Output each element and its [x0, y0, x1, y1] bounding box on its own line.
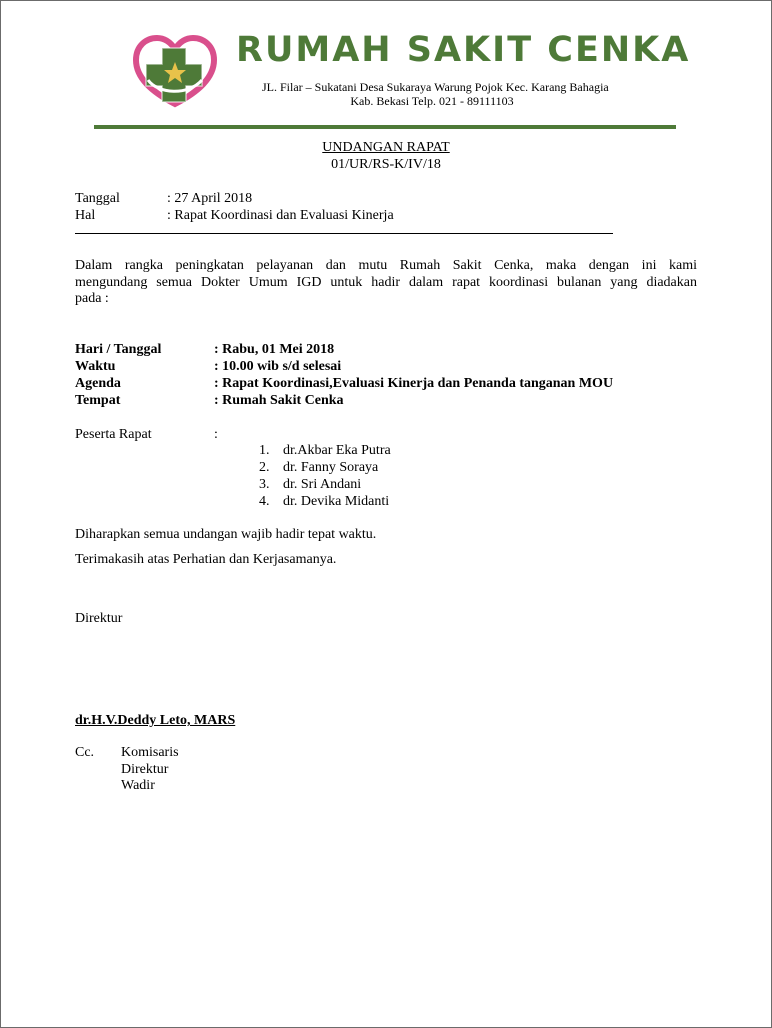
signer-name: dr.H.V.Deddy Leto, MARS: [75, 713, 236, 728]
detail-label-day: Hari / Tanggal: [75, 342, 162, 357]
letterhead-divider: [94, 125, 676, 129]
participant-name: dr. Devika Midanti: [283, 494, 390, 509]
cc-recipient: Direktur: [121, 762, 169, 777]
participant-number: 2.: [259, 460, 270, 475]
date-label: Tanggal: [75, 191, 120, 206]
subject-value: : Rapat Koordinasi dan Evaluasi Kinerja: [167, 208, 394, 223]
subject-label: Hal: [75, 208, 96, 223]
participant-name: dr. Fanny Soraya: [283, 460, 379, 475]
intro-paragraph: [75, 258, 697, 308]
meta-divider: [75, 233, 613, 234]
document-title: UNDANGAN RAPAT: [322, 140, 450, 155]
address-line-2: Kab. Bekasi Telp. 021 - 89111103: [350, 94, 514, 108]
closing-attendance: Diharapkan semua undangan wajib hadir tepat waktu.: [75, 527, 377, 542]
intro-line: Dalam rangka peningkatan pelayanan dan mutu Rumah Sakit Cenka, maka dengan ini kami: [75, 258, 697, 273]
intro-line: mengundang semua Dokter Umum IGD untuk hadir dalam rapat koordinasi bulanan yang diadakan: [75, 274, 697, 290]
participant-number: 1.: [259, 443, 270, 458]
intro-line: pada :: [75, 291, 109, 306]
detail-label-place: Tempat: [75, 393, 121, 408]
detail-value-place: : Rumah Sakit Cenka: [214, 393, 344, 408]
detail-value-agenda: : Rapat Koordinasi,Evaluasi Kinerja dan Penanda tanganan MOU: [214, 376, 614, 391]
document-number: 01/UR/RS-K/IV/18: [331, 157, 441, 172]
participant-number: 4.: [259, 494, 270, 509]
cc-label: Cc.: [75, 745, 95, 760]
participant-number: 3.: [259, 477, 270, 492]
detail-label-agenda: Agenda: [75, 376, 121, 391]
signer-title: Direktur: [75, 611, 123, 626]
cc-recipient: Komisaris: [121, 745, 179, 760]
cc-recipient: Wadir: [121, 778, 155, 793]
detail-label-time: Waktu: [75, 359, 116, 374]
detail-value-day: : Rabu, 01 Mei 2018: [214, 342, 335, 357]
closing-thanks: Terimakasih atas Perhatian dan Kerjasamanya.: [75, 552, 337, 567]
participant-name: dr.Akbar Eka Putra: [283, 443, 391, 458]
participants-colon: :: [214, 427, 218, 442]
detail-value-time: : 10.00 wib s/d selesai: [214, 359, 342, 374]
hospital-name: RUMAH SAKIT CENKA: [236, 30, 691, 70]
participant-name: dr. Sri Andani: [283, 477, 362, 492]
date-value: : 27 April 2018: [167, 191, 253, 206]
hospital-cross-heart-icon: [132, 34, 218, 110]
address-line-1: JL. Filar – Sukatani Desa Sukaraya Warung Pojok Kec. Karang Bahagia: [262, 80, 609, 94]
participants-label: Peserta Rapat: [75, 427, 152, 442]
